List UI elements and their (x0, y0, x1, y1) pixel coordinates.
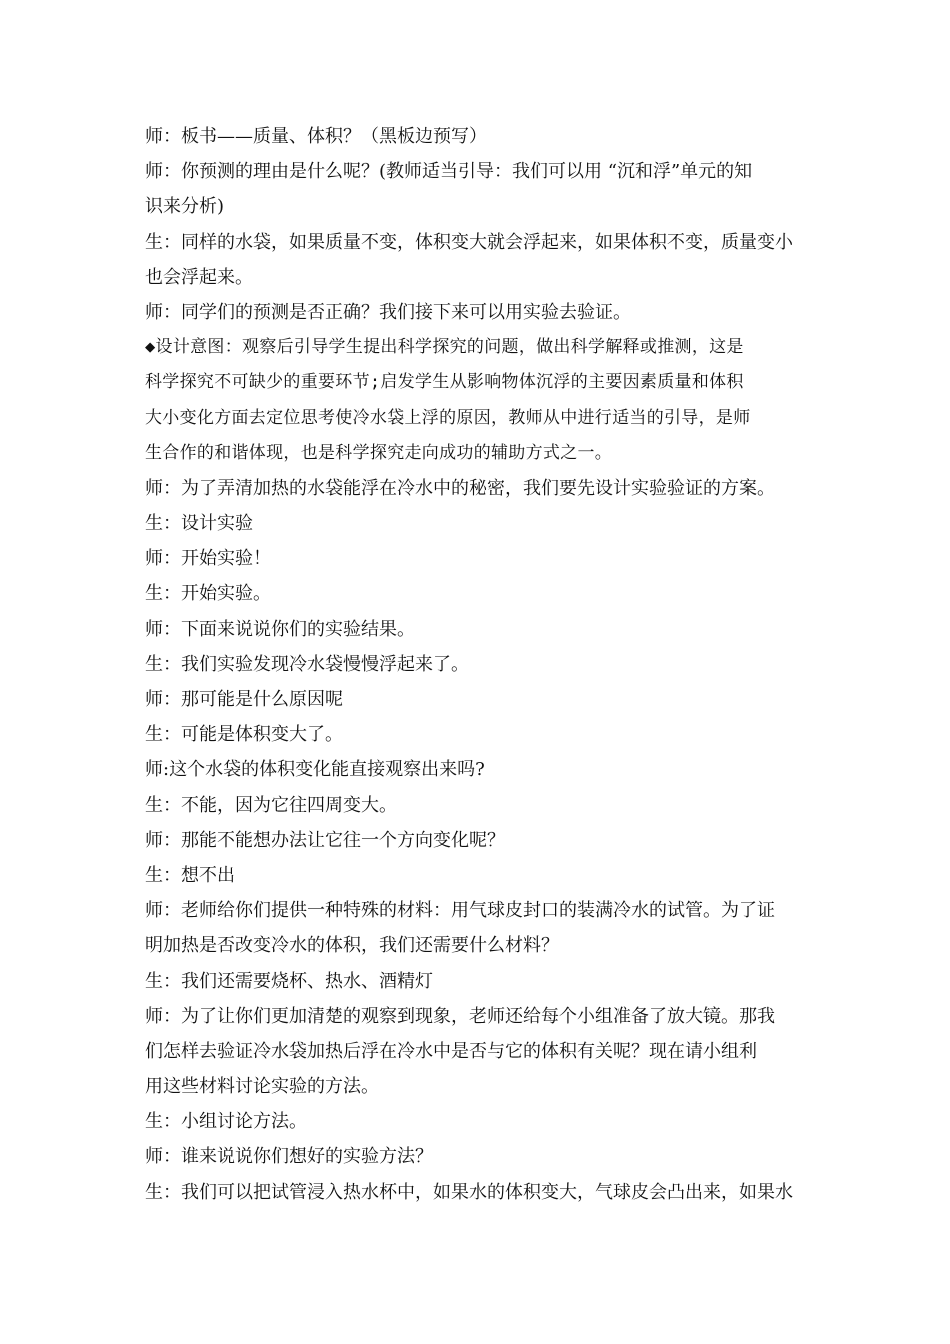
design-intent-line: ◆设计意图：观察后引导学生提出科学探究的问题，做出科学解释或推测，这是 (145, 337, 744, 358)
transcript-line: 生：想不出 (145, 864, 235, 886)
transcript-line: 们怎样去验证冷水袋加热后浮在冷水中是否与它的体积有关呢？现在请小组利 (145, 1040, 757, 1062)
design-intent-line: 生合作的和谐体现，也是科学探究走向成功的辅助方式之一。 (145, 442, 613, 463)
transcript-line: 生：可能是体积变大了。 (145, 724, 343, 746)
transcript-line: 生：开始实验。 (145, 583, 271, 605)
transcript-line: 生：小组讨论方法。 (145, 1111, 307, 1133)
transcript-line: 明加热是否改变冷水的体积，我们还需要什么材料？ (145, 935, 559, 957)
transcript-line: 生：我们还需要烧杯、热水、酒精灯 (145, 970, 433, 992)
transcript-line: 师：开始实验！ (145, 548, 271, 570)
transcript-line: 师：板书——质量、体积？（黑板边预写） (145, 126, 487, 147)
transcript-line: 师：下面来说说你们的实验结果。 (145, 618, 415, 640)
transcript-line: 生：我们实验发现冷水袋慢慢浮起来了。 (145, 653, 469, 675)
transcript-line: 师：谁来说说你们想好的实验方法？ (145, 1146, 433, 1168)
lesson-transcript (145, 119, 810, 1210)
transcript-line: 师：你预测的理由是什么呢？(教师适当引导：我们可以用 “沉和浮”单元的知 (145, 161, 753, 183)
transcript-line: 识来分析) (145, 196, 225, 218)
design-intent-line: 大小变化方面去定位思考使冷水袋上浮的原因，教师从中进行适当的引导，是师 (145, 407, 751, 428)
transcript-line: 师：那能不能想办法让它往一个方向变化呢？ (145, 829, 505, 851)
transcript-line: 也会浮起来。 (145, 266, 253, 288)
transcript-line: 师：老师给你们提供一种特殊的材料：用气球皮封口的装满冷水的试管。为了证 (145, 900, 775, 922)
transcript-line: 生：同样的水袋，如果质量不变，体积变大就会浮起来，如果体积不变，质量变小 (145, 231, 793, 253)
transcript-line: 生：设计实验 (145, 513, 253, 535)
transcript-line: 师：同学们的预测是否正确？我们接下来可以用实验去验证。 (145, 301, 631, 323)
transcript-line: 师：为了弄清加热的水袋能浮在冷水中的秘密，我们要先设计实验验证的方案。 (145, 477, 775, 499)
transcript-line: 师:这个水袋的体积变化能直接观察出来吗? (145, 759, 485, 781)
transcript-line: 用这些材料讨论实验的方法。 (145, 1076, 379, 1098)
transcript-line: 生：我们可以把试管浸入热水杯中，如果水的体积变大，气球皮会凸出来，如果水 (145, 1181, 793, 1203)
transcript-line: 生：不能，因为它往四周变大。 (145, 794, 397, 816)
transcript-line: 师：为了让你们更加清楚的观察到现象，老师还给每个小组准备了放大镜。那我 (145, 1005, 775, 1027)
design-intent-line: 科学探究不可缺少的重要环节;启发学生从影响物体沉浮的主要因素质量和体积 (145, 372, 744, 393)
transcript-line: 师：那可能是什么原因呢 (145, 689, 343, 710)
